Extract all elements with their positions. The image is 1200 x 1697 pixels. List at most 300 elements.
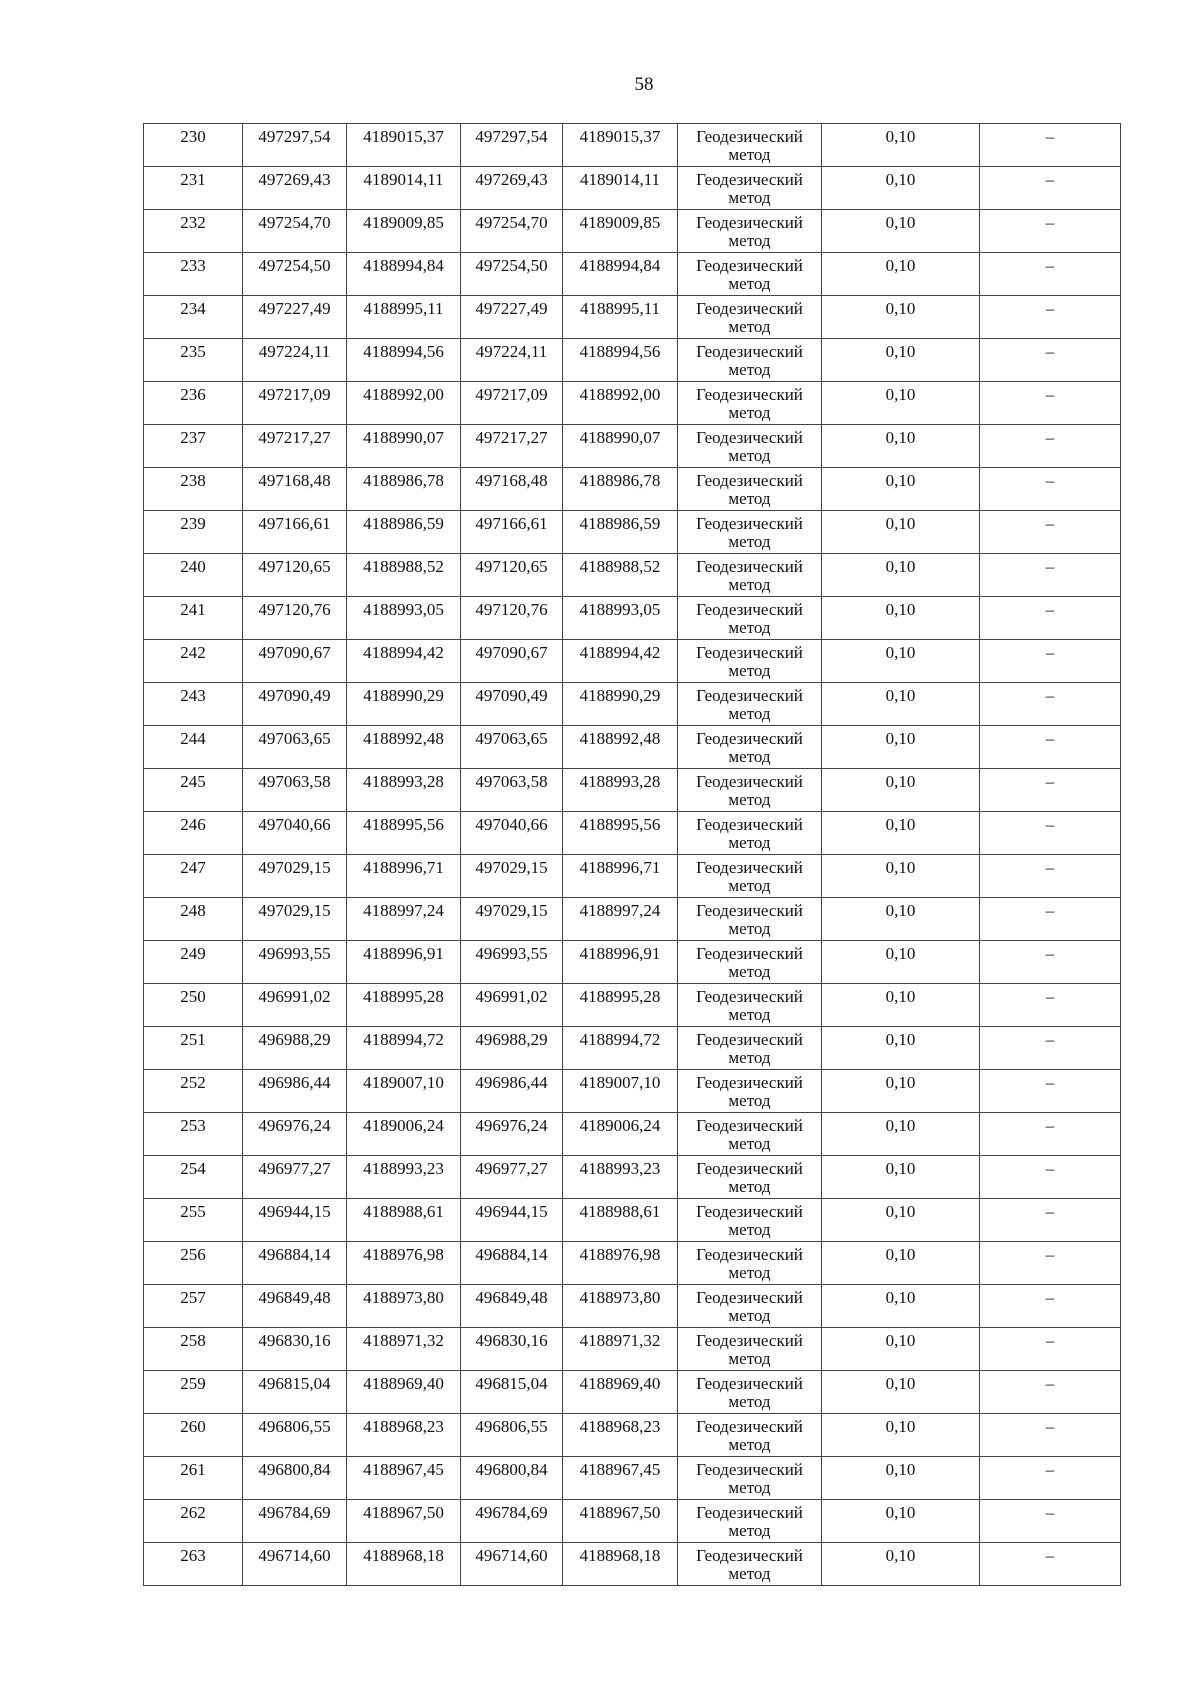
- method-cell: [678, 1156, 822, 1199]
- point-number-cell: [144, 253, 243, 296]
- x-new-cell: [461, 1070, 563, 1113]
- y-existing-cell-text: 4188986,59: [363, 514, 444, 533]
- method-line-1: Геодезический: [696, 213, 803, 232]
- method-cell: [678, 382, 822, 425]
- description-cell-text: –: [1045, 471, 1055, 490]
- accuracy-cell-text: 0,10: [885, 1503, 916, 1522]
- y-new-cell-text: 4189007,10: [579, 1073, 661, 1092]
- x-existing-cell-text: 496784,69: [258, 1503, 331, 1522]
- accuracy-cell-text: 0,10: [885, 987, 916, 1006]
- description-cell: [980, 1027, 1121, 1070]
- x-new-cell-text: 497040,66: [475, 815, 548, 834]
- x-new-cell: [461, 597, 563, 640]
- y-existing-cell: [347, 726, 461, 769]
- method-line-1: Геодезический: [696, 600, 803, 619]
- method-line-1: Геодезический: [696, 428, 803, 447]
- point-number-cell: [144, 468, 243, 511]
- y-existing-cell: [347, 1113, 461, 1156]
- point-number-cell: [144, 941, 243, 984]
- accuracy-cell-text: 0,10: [885, 1202, 916, 1221]
- description-cell: [980, 296, 1121, 339]
- accuracy-cell: [822, 554, 980, 597]
- accuracy-cell-text: 0,10: [885, 1073, 916, 1092]
- point-number-cell-text: 240: [180, 557, 206, 576]
- y-new-cell-text: 4188967,50: [579, 1503, 661, 1522]
- description-cell-text: –: [1045, 557, 1055, 576]
- description-cell: [980, 769, 1121, 812]
- y-existing-cell-text: 4188995,56: [363, 815, 444, 834]
- accuracy-cell: [822, 1328, 980, 1371]
- method-cell: [678, 210, 822, 253]
- x-existing-cell: [243, 984, 347, 1027]
- point-number-cell-text: 246: [180, 815, 206, 834]
- accuracy-cell-text: 0,10: [885, 557, 916, 576]
- coordinates-table: [143, 123, 1121, 1586]
- method-line-1: Геодезический: [696, 1159, 803, 1178]
- y-existing-cell: [347, 425, 461, 468]
- accuracy-cell: [822, 1070, 980, 1113]
- method-line-1: Геодезический: [696, 643, 803, 662]
- x-existing-cell-text: 496988,29: [258, 1030, 331, 1049]
- accuracy-cell-text: 0,10: [885, 600, 916, 619]
- x-new-cell: [461, 1242, 563, 1285]
- x-new-cell-text: 496977,27: [475, 1159, 548, 1178]
- y-existing-cell: [347, 167, 461, 210]
- x-existing-cell-text: 497063,65: [258, 729, 331, 748]
- y-new-cell-text: 4188969,40: [579, 1374, 661, 1393]
- accuracy-cell-text: 0,10: [885, 1374, 916, 1393]
- accuracy-cell-text: 0,10: [885, 643, 916, 662]
- y-existing-cell: [347, 1156, 461, 1199]
- x-existing-cell: [243, 1328, 347, 1371]
- y-existing-cell: [347, 1414, 461, 1457]
- accuracy-cell-text: 0,10: [885, 1159, 916, 1178]
- y-new-cell: [563, 210, 678, 253]
- method-line-2: метод: [728, 145, 771, 164]
- method-line-1: Геодезический: [696, 385, 803, 404]
- point-number-cell-text: 242: [180, 643, 206, 662]
- accuracy-cell-text: 0,10: [885, 815, 916, 834]
- x-existing-cell-text: 496800,84: [258, 1460, 331, 1479]
- y-new-cell: [563, 382, 678, 425]
- method-line-2: метод: [728, 188, 771, 207]
- accuracy-cell-text: 0,10: [885, 514, 916, 533]
- x-new-cell: [461, 1113, 563, 1156]
- y-new-cell: [563, 984, 678, 1027]
- x-existing-cell: [243, 1285, 347, 1328]
- y-new-cell: [563, 640, 678, 683]
- description-cell-text: –: [1045, 1374, 1055, 1393]
- x-new-cell: [461, 812, 563, 855]
- x-existing-cell-text: 496815,04: [258, 1374, 331, 1393]
- description-cell-text: –: [1045, 170, 1055, 189]
- point-number-cell: [144, 167, 243, 210]
- y-new-cell-text: 4188993,05: [579, 600, 661, 619]
- method-line-1: Геодезический: [696, 729, 803, 748]
- y-existing-cell-text: 4188969,40: [363, 1374, 444, 1393]
- point-number-cell: [144, 1328, 243, 1371]
- y-new-cell: [563, 597, 678, 640]
- method-line-1: Геодезический: [696, 514, 803, 533]
- x-existing-cell: [243, 597, 347, 640]
- y-new-cell-text: 4188994,84: [579, 256, 661, 275]
- description-cell-text: –: [1045, 643, 1055, 662]
- y-existing-cell: [347, 253, 461, 296]
- y-existing-cell-text: 4188993,23: [363, 1159, 444, 1178]
- x-existing-cell-text: 496884,14: [258, 1245, 331, 1264]
- method-cell: [678, 769, 822, 812]
- x-new-cell-text: 496884,14: [475, 1245, 548, 1264]
- table-row: [144, 210, 1121, 253]
- accuracy-cell-text: 0,10: [885, 1417, 916, 1436]
- description-cell: [980, 511, 1121, 554]
- x-existing-cell: [243, 468, 347, 511]
- description-cell-text: –: [1045, 858, 1055, 877]
- x-existing-cell-text: 496714,60: [258, 1546, 331, 1565]
- description-cell: [980, 1199, 1121, 1242]
- x-new-cell-text: 496976,24: [475, 1116, 548, 1135]
- x-new-cell: [461, 468, 563, 511]
- x-existing-cell-text: 497120,76: [258, 600, 331, 619]
- method-line-1: Геодезический: [696, 1546, 803, 1565]
- y-existing-cell-text: 4188971,32: [363, 1331, 444, 1350]
- description-cell: [980, 382, 1121, 425]
- description-cell-text: –: [1045, 686, 1055, 705]
- description-cell-text: –: [1045, 1503, 1055, 1522]
- method-line-1: Геодезический: [696, 1288, 803, 1307]
- point-number-cell-text: 232: [180, 213, 206, 232]
- method-line-1: Геодезический: [696, 127, 803, 146]
- point-number-cell: [144, 1242, 243, 1285]
- method-cell: [678, 1543, 822, 1586]
- x-existing-cell-text: 497166,61: [258, 514, 331, 533]
- accuracy-cell: [822, 1371, 980, 1414]
- x-new-cell-text: 497090,67: [475, 643, 548, 662]
- description-cell-text: –: [1045, 772, 1055, 791]
- y-new-cell: [563, 769, 678, 812]
- accuracy-cell: [822, 468, 980, 511]
- accuracy-cell-text: 0,10: [885, 256, 916, 275]
- description-cell: [980, 683, 1121, 726]
- x-existing-cell: [243, 210, 347, 253]
- method-cell: [678, 1328, 822, 1371]
- accuracy-cell-text: 0,10: [885, 170, 916, 189]
- x-existing-cell: [243, 1371, 347, 1414]
- point-number-cell: [144, 1457, 243, 1500]
- x-existing-cell: [243, 898, 347, 941]
- point-number-cell: [144, 769, 243, 812]
- y-existing-cell: [347, 1371, 461, 1414]
- table-row: [144, 1328, 1121, 1371]
- method-cell: [678, 941, 822, 984]
- x-existing-cell: [243, 554, 347, 597]
- method-line-2: метод: [728, 1005, 771, 1024]
- point-number-cell-text: 250: [180, 987, 206, 1006]
- description-cell-text: –: [1045, 1202, 1055, 1221]
- method-line-2: метод: [728, 274, 771, 293]
- x-new-cell: [461, 167, 563, 210]
- point-number-cell-text: 230: [180, 127, 206, 146]
- x-new-cell-text: 497224,11: [475, 342, 548, 361]
- point-number-cell-text: 262: [180, 1503, 206, 1522]
- method-line-1: Геодезический: [696, 1331, 803, 1350]
- table-row: [144, 1027, 1121, 1070]
- table-row: [144, 597, 1121, 640]
- y-existing-cell-text: 4189009,85: [363, 213, 444, 232]
- point-number-cell-text: 234: [180, 299, 206, 318]
- y-existing-cell: [347, 511, 461, 554]
- point-number-cell: [144, 1543, 243, 1586]
- x-new-cell: [461, 769, 563, 812]
- table-row: [144, 683, 1121, 726]
- y-existing-cell-text: 4188994,42: [363, 643, 444, 662]
- description-cell: [980, 1371, 1121, 1414]
- x-new-cell: [461, 124, 563, 167]
- description-cell: [980, 1543, 1121, 1586]
- y-new-cell: [563, 253, 678, 296]
- y-new-cell-text: 4188973,80: [579, 1288, 661, 1307]
- table-body: [144, 124, 1121, 1586]
- description-cell-text: –: [1045, 1288, 1055, 1307]
- x-existing-cell: [243, 726, 347, 769]
- x-new-cell: [461, 1371, 563, 1414]
- y-new-cell-text: 4188968,18: [579, 1546, 661, 1565]
- y-existing-cell: [347, 812, 461, 855]
- x-existing-cell-text: 496806,55: [258, 1417, 331, 1436]
- x-existing-cell: [243, 1500, 347, 1543]
- accuracy-cell: [822, 1156, 980, 1199]
- point-number-cell-text: 254: [180, 1159, 206, 1178]
- description-cell: [980, 898, 1121, 941]
- x-existing-cell-text: 497029,15: [258, 858, 331, 877]
- table-row: [144, 855, 1121, 898]
- x-new-cell-text: 496714,60: [475, 1546, 548, 1565]
- y-existing-cell: [347, 1457, 461, 1500]
- description-cell: [980, 855, 1121, 898]
- y-new-cell: [563, 1113, 678, 1156]
- y-existing-cell: [347, 941, 461, 984]
- table-row: [144, 554, 1121, 597]
- x-new-cell: [461, 984, 563, 1027]
- method-cell: [678, 984, 822, 1027]
- x-new-cell-text: 497063,58: [475, 772, 548, 791]
- method-line-1: Геодезический: [696, 987, 803, 1006]
- method-line-1: Геодезический: [696, 772, 803, 791]
- description-cell-text: –: [1045, 729, 1055, 748]
- method-cell: [678, 1371, 822, 1414]
- description-cell: [980, 339, 1121, 382]
- point-number-cell: [144, 1113, 243, 1156]
- y-existing-cell-text: 4188994,72: [363, 1030, 444, 1049]
- method-line-2: метод: [728, 747, 771, 766]
- accuracy-cell: [822, 898, 980, 941]
- point-number-cell-text: 239: [180, 514, 206, 533]
- point-number-cell-text: 249: [180, 944, 206, 963]
- description-cell-text: –: [1045, 901, 1055, 920]
- x-existing-cell-text: 497168,48: [258, 471, 331, 490]
- method-line-2: метод: [728, 575, 771, 594]
- point-number-cell: [144, 1199, 243, 1242]
- y-new-cell-text: 4189009,85: [579, 213, 661, 232]
- x-new-cell-text: 497254,70: [475, 213, 548, 232]
- method-cell: [678, 1113, 822, 1156]
- y-existing-cell-text: 4188992,48: [363, 729, 444, 748]
- point-number-cell-text: 255: [180, 1202, 206, 1221]
- y-new-cell-text: 4188968,23: [579, 1417, 661, 1436]
- description-cell: [980, 253, 1121, 296]
- y-new-cell: [563, 468, 678, 511]
- table-row: [144, 726, 1121, 769]
- y-existing-cell: [347, 855, 461, 898]
- accuracy-cell: [822, 253, 980, 296]
- x-new-cell: [461, 1199, 563, 1242]
- accuracy-cell-text: 0,10: [885, 772, 916, 791]
- x-new-cell: [461, 1457, 563, 1500]
- method-cell: [678, 726, 822, 769]
- y-existing-cell: [347, 1070, 461, 1113]
- table-row: [144, 1156, 1121, 1199]
- point-number-cell: [144, 855, 243, 898]
- point-number-cell: [144, 1500, 243, 1543]
- accuracy-cell: [822, 1414, 980, 1457]
- accuracy-cell: [822, 941, 980, 984]
- table-row: [144, 898, 1121, 941]
- description-cell: [980, 984, 1121, 1027]
- x-existing-cell: [243, 1457, 347, 1500]
- method-line-2: метод: [728, 1435, 771, 1454]
- x-new-cell-text: 497168,48: [475, 471, 548, 490]
- accuracy-cell: [822, 425, 980, 468]
- description-cell-text: –: [1045, 256, 1055, 275]
- y-new-cell-text: 4188971,32: [579, 1331, 661, 1350]
- method-line-2: метод: [728, 790, 771, 809]
- x-existing-cell-text: 497090,49: [258, 686, 331, 705]
- y-existing-cell: [347, 640, 461, 683]
- x-new-cell-text: 496784,69: [475, 1503, 548, 1522]
- x-existing-cell: [243, 425, 347, 468]
- method-line-2: метод: [728, 1564, 771, 1583]
- method-line-1: Геодезический: [696, 170, 803, 189]
- description-cell-text: –: [1045, 1331, 1055, 1350]
- method-line-2: метод: [728, 1392, 771, 1411]
- method-line-1: Геодезический: [696, 1202, 803, 1221]
- y-existing-cell: [347, 339, 461, 382]
- x-new-cell: [461, 210, 563, 253]
- x-new-cell-text: 496993,55: [475, 944, 548, 963]
- x-existing-cell-text: 497029,15: [258, 901, 331, 920]
- y-new-cell: [563, 167, 678, 210]
- y-existing-cell-text: 4188996,71: [363, 858, 444, 877]
- point-number-cell: [144, 511, 243, 554]
- description-cell: [980, 726, 1121, 769]
- x-new-cell: [461, 640, 563, 683]
- table-row: [144, 1500, 1121, 1543]
- point-number-cell: [144, 296, 243, 339]
- accuracy-cell: [822, 1543, 980, 1586]
- x-existing-cell: [243, 167, 347, 210]
- method-line-2: метод: [728, 403, 771, 422]
- description-cell: [980, 1156, 1121, 1199]
- point-number-cell-text: 233: [180, 256, 206, 275]
- y-new-cell-text: 4188990,29: [579, 686, 661, 705]
- method-line-1: Геодезический: [696, 1460, 803, 1479]
- x-new-cell: [461, 683, 563, 726]
- table-row: [144, 1543, 1121, 1586]
- table-row: [144, 640, 1121, 683]
- method-line-1: Геодезический: [696, 342, 803, 361]
- method-cell: [678, 1027, 822, 1070]
- y-existing-cell-text: 4188968,18: [363, 1546, 444, 1565]
- method-cell: [678, 1500, 822, 1543]
- method-cell: [678, 640, 822, 683]
- y-new-cell: [563, 1543, 678, 1586]
- y-existing-cell-text: 4189015,37: [363, 127, 444, 146]
- x-new-cell-text: 496988,29: [475, 1030, 548, 1049]
- x-existing-cell-text: 496944,15: [258, 1202, 331, 1221]
- description-cell-text: –: [1045, 514, 1055, 533]
- description-cell: [980, 554, 1121, 597]
- y-existing-cell-text: 4188992,00: [363, 385, 444, 404]
- y-existing-cell: [347, 210, 461, 253]
- y-existing-cell: [347, 1328, 461, 1371]
- method-line-2: метод: [728, 1306, 771, 1325]
- accuracy-cell-text: 0,10: [885, 901, 916, 920]
- accuracy-cell-text: 0,10: [885, 1288, 916, 1307]
- point-number-cell-text: 258: [180, 1331, 206, 1350]
- accuracy-cell: [822, 855, 980, 898]
- y-existing-cell: [347, 468, 461, 511]
- method-cell: [678, 554, 822, 597]
- x-new-cell-text: 496815,04: [475, 1374, 548, 1393]
- method-line-1: Геодезический: [696, 686, 803, 705]
- x-existing-cell-text: 496849,48: [258, 1288, 331, 1307]
- method-line-1: Геодезический: [696, 1374, 803, 1393]
- table-row: [144, 382, 1121, 425]
- y-existing-cell-text: 4189014,11: [363, 170, 444, 189]
- x-existing-cell: [243, 1070, 347, 1113]
- table-row: [144, 253, 1121, 296]
- accuracy-cell: [822, 812, 980, 855]
- y-existing-cell: [347, 597, 461, 640]
- method-line-1: Геодезический: [696, 1073, 803, 1092]
- point-number-cell-text: 231: [180, 170, 206, 189]
- table-row: [144, 468, 1121, 511]
- point-number-cell-text: 261: [180, 1460, 206, 1479]
- method-cell: [678, 898, 822, 941]
- y-new-cell-text: 4189006,24: [579, 1116, 661, 1135]
- y-existing-cell-text: 4188968,23: [363, 1417, 444, 1436]
- method-line-2: метод: [728, 1177, 771, 1196]
- accuracy-cell-text: 0,10: [885, 213, 916, 232]
- point-number-cell-text: 253: [180, 1116, 206, 1135]
- method-line-2: метод: [728, 1048, 771, 1067]
- point-number-cell-text: 244: [180, 729, 206, 748]
- table-row: [144, 769, 1121, 812]
- y-existing-cell-text: 4188994,84: [363, 256, 444, 275]
- description-cell: [980, 1113, 1121, 1156]
- y-new-cell-text: 4188994,56: [579, 342, 661, 361]
- point-number-cell: [144, 597, 243, 640]
- point-number-cell: [144, 1070, 243, 1113]
- x-existing-cell-text: 496993,55: [258, 944, 331, 963]
- accuracy-cell: [822, 124, 980, 167]
- accuracy-cell: [822, 1199, 980, 1242]
- y-existing-cell-text: 4188995,28: [363, 987, 444, 1006]
- y-new-cell: [563, 1285, 678, 1328]
- y-existing-cell: [347, 1027, 461, 1070]
- table-row: [144, 1242, 1121, 1285]
- accuracy-cell-text: 0,10: [885, 1331, 916, 1350]
